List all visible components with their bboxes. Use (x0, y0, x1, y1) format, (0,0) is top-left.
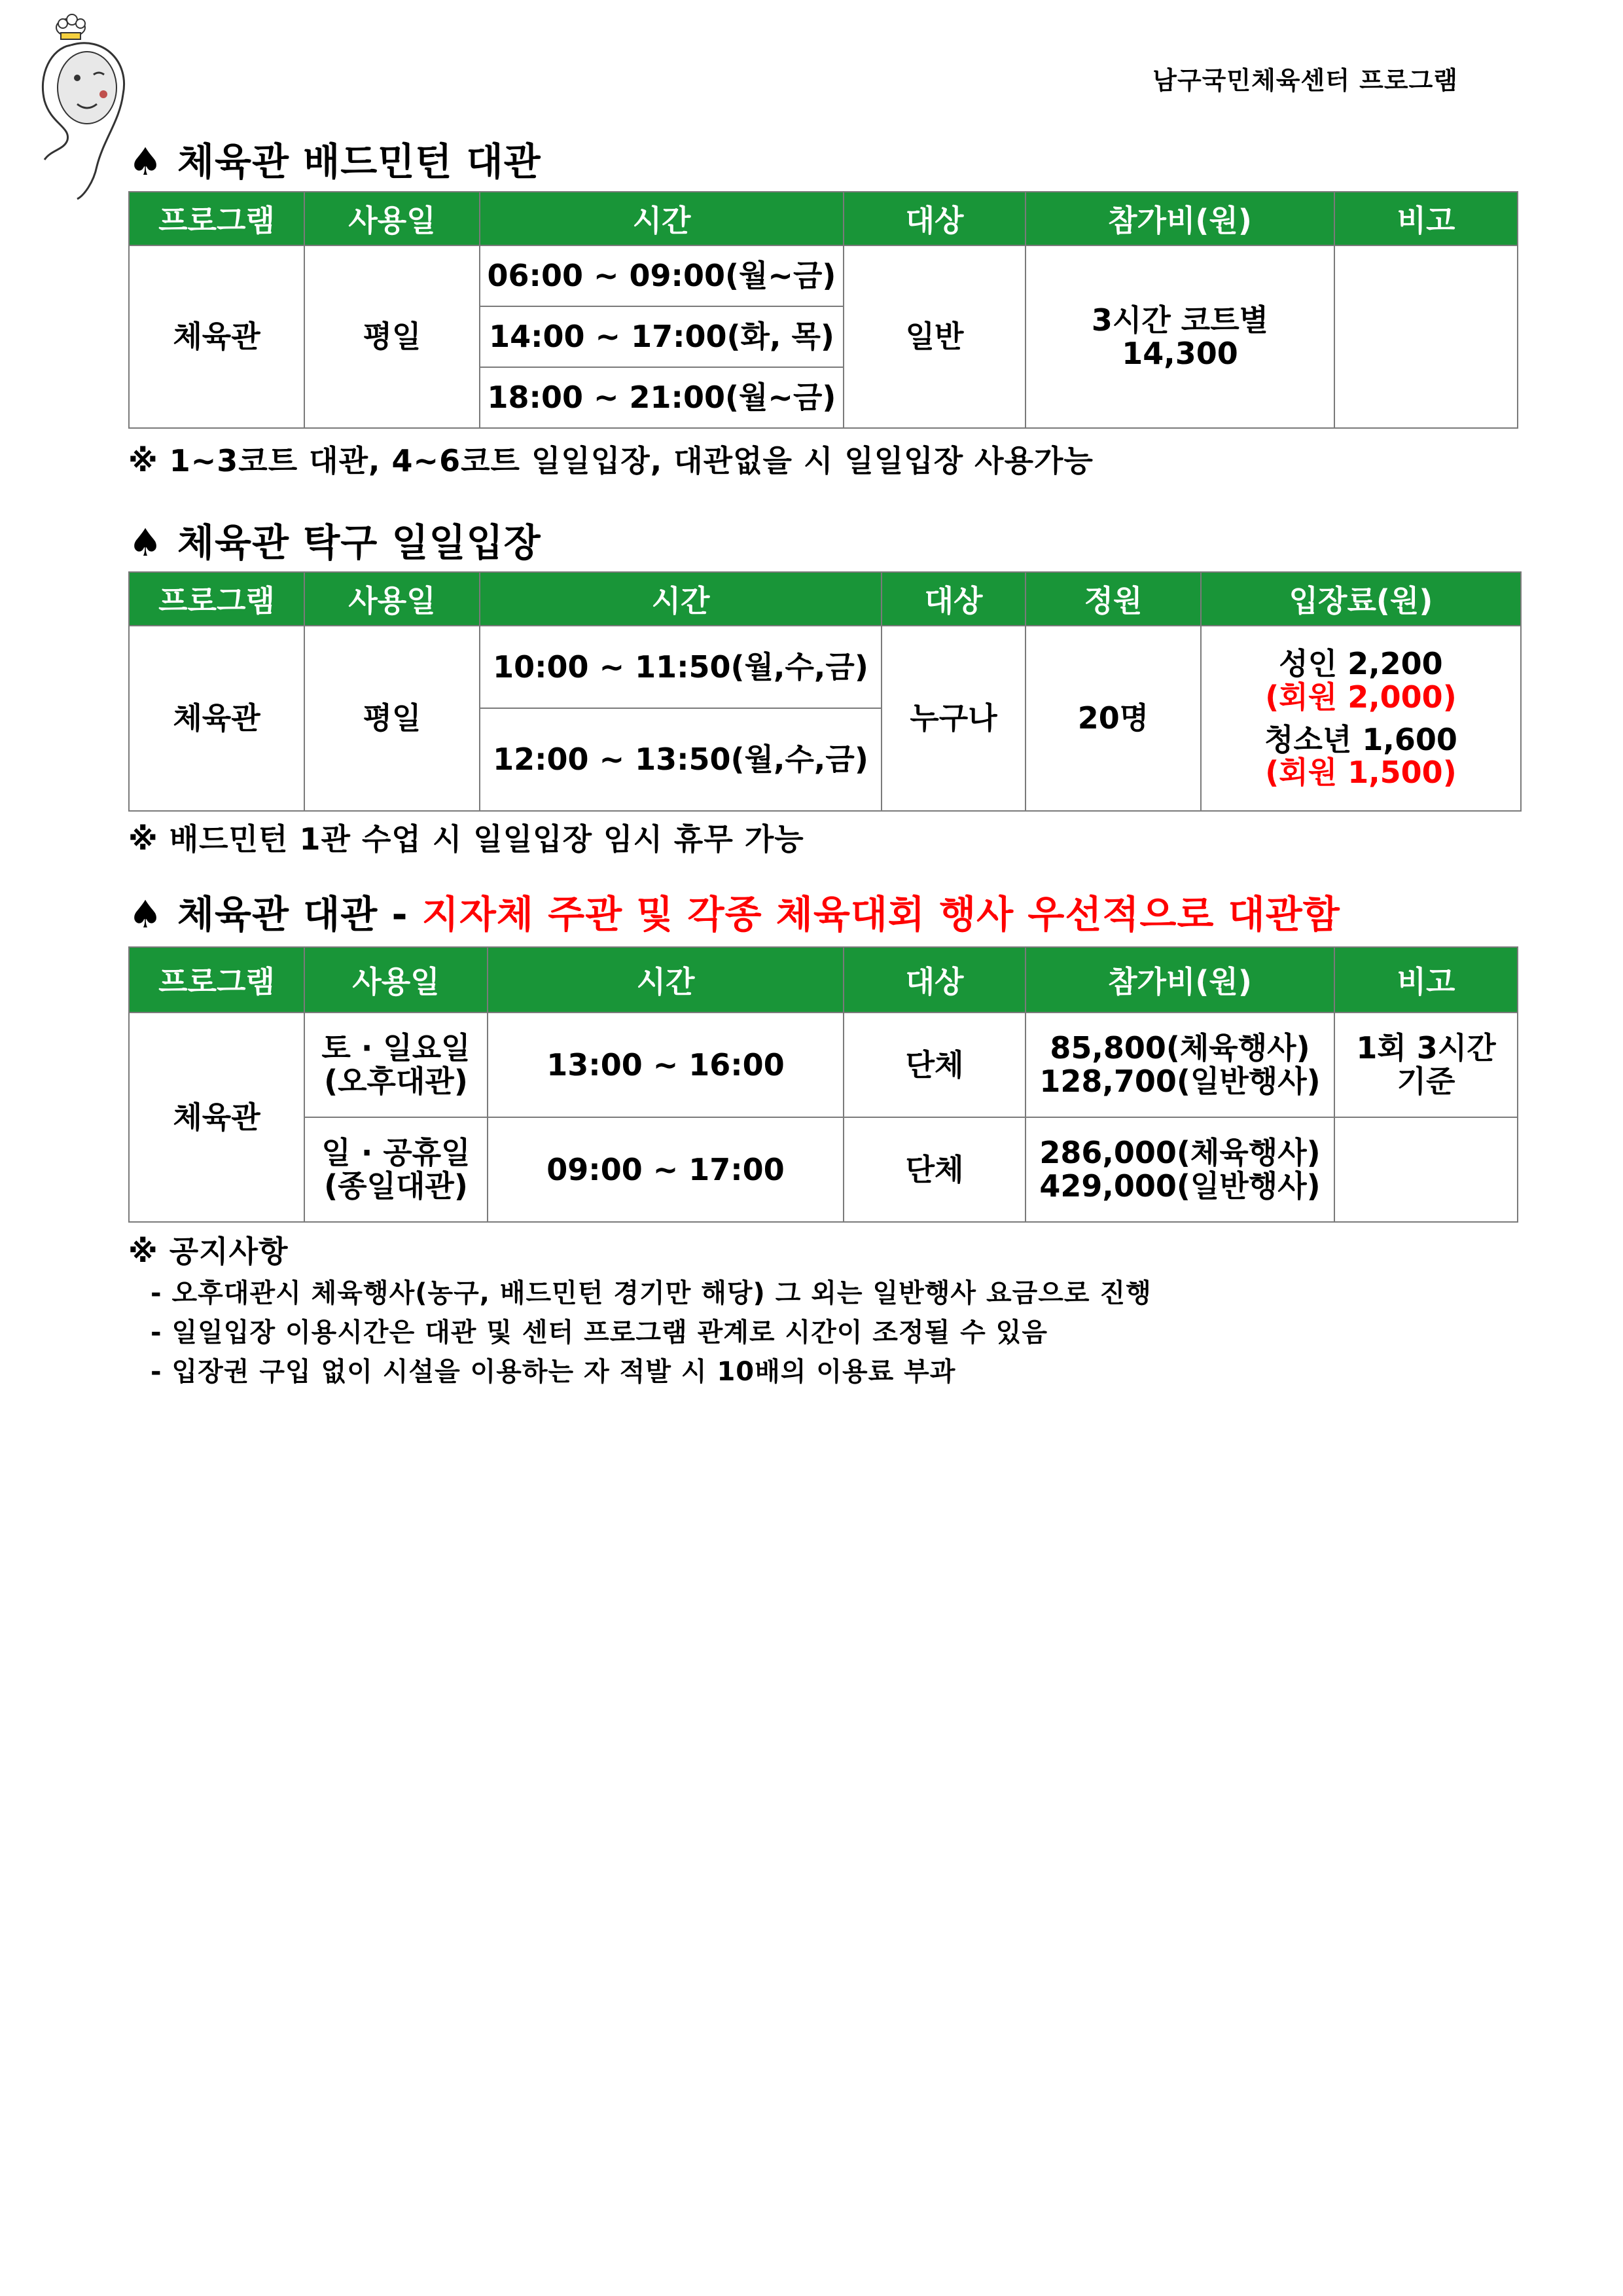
column-header: 사용일 (304, 192, 480, 245)
section-title-text: 체육관 탁구 일일입장 (177, 520, 541, 565)
column-header: 프로그램 (129, 572, 304, 626)
remark-cell (1334, 1013, 1518, 1117)
column-header: 참가비(원) (1026, 192, 1334, 245)
column-header: 시간 (480, 572, 882, 626)
day-cell (304, 1013, 488, 1117)
center-program-title: 남구국민체육센터 프로그램 (1152, 66, 1458, 95)
table-header-row (129, 572, 1521, 626)
section-title-table-tennis (128, 512, 541, 567)
badminton-rental-table (128, 191, 1518, 429)
table-row (129, 1013, 1518, 1117)
spade-icon: ♠ (128, 520, 163, 565)
admission-fee-cell (1201, 626, 1521, 811)
column-header: 비고 (1334, 192, 1518, 245)
day-cell: 평일 (304, 245, 480, 428)
fee-cell (1026, 1013, 1334, 1117)
fee-line: 286,000(체육행사) (1039, 1135, 1321, 1171)
notice-item: - 일일입장 이용시간은 대관 및 센터 프로그램 관계로 시간이 조정될 수 있음 (151, 1318, 1048, 1348)
target-cell: 단체 (844, 1013, 1026, 1117)
fee-cell (1026, 1117, 1334, 1222)
fee-line: 3시간 코트별 (1091, 302, 1269, 338)
program-cell: 체육관 (129, 245, 304, 428)
table-header-row (129, 947, 1518, 1013)
notice-item: - 입장권 구입 없이 시설을 이용하는 자 적발 시 10배의 이용료 부과 (151, 1357, 956, 1387)
table-header-row (129, 192, 1518, 245)
column-header: 사용일 (304, 947, 488, 1013)
column-header: 프로그램 (129, 947, 304, 1013)
table-row (129, 1117, 1518, 1222)
time-cell: 13:00 ~ 16:00 (488, 1013, 844, 1117)
column-header: 정원 (1026, 572, 1201, 626)
column-header: 참가비(원) (1026, 947, 1334, 1013)
youth-fee: 청소년 1,600 (1264, 721, 1457, 757)
adult-fee: 성인 2,200 (1279, 646, 1443, 682)
fee-line: 85,800(체육행사) (1050, 1030, 1310, 1066)
adult-member-fee: (회원 2,000) (1265, 679, 1457, 715)
fee-cell (1026, 245, 1334, 428)
fee-line: 128,700(일반행사) (1039, 1064, 1321, 1099)
time-cell: 18:00 ~ 21:00(월~금) (480, 367, 844, 428)
table-row (129, 626, 1521, 708)
column-header: 대상 (882, 572, 1026, 626)
day-cell: 평일 (304, 626, 480, 811)
section-title-badminton (128, 131, 541, 186)
remark-line: 기준 (1397, 1064, 1455, 1099)
remark-line: 1회 3시간 (1356, 1030, 1496, 1066)
capacity-cell: 20명 (1026, 626, 1201, 811)
day-line: (종일대관) (324, 1168, 468, 1204)
target-cell: 단체 (844, 1117, 1026, 1222)
day-line: (오후대관) (324, 1064, 468, 1099)
program-cell: 체육관 (129, 1013, 304, 1222)
column-header: 시간 (488, 947, 844, 1013)
day-line: 토 · 일요일 (321, 1030, 471, 1066)
fee-line: 14,300 (1122, 335, 1238, 371)
time-cell: 10:00 ~ 11:50(월,수,금) (480, 626, 882, 708)
time-cell: 12:00 ~ 13:50(월,수,금) (480, 708, 882, 811)
table-tennis-note: ※ 배드민턴 1관 수업 시 일일입장 임시 휴무 가능 (128, 821, 804, 857)
remark-cell (1334, 245, 1518, 428)
spade-icon: ♠ (128, 892, 163, 937)
column-header: 사용일 (304, 572, 480, 626)
table-row (129, 245, 1518, 306)
notice-item: - 오후대관시 체육행사(농구, 배드민턴 경기만 해당) 그 외는 일반행사 요금으로 진행 (151, 1278, 1152, 1308)
column-header: 시간 (480, 192, 844, 245)
time-cell: 06:00 ~ 09:00(월~금) (480, 245, 844, 306)
column-header: 대상 (844, 947, 1026, 1013)
spade-icon: ♠ (128, 139, 163, 184)
section-title-text: 체육관 배드민턴 대관 (177, 139, 541, 184)
section-title-highlight: 지자체 주관 및 각종 체육대회 행사 우선적으로 대관함 (421, 892, 1340, 937)
notice-title: ※ 공지사항 (128, 1234, 289, 1269)
badminton-note: ※ 1~3코트 대관, 4~6코트 일일입장, 대관없을 시 일일입장 사용가능 (128, 443, 1094, 478)
target-cell: 일반 (844, 245, 1026, 428)
program-cell: 체육관 (129, 626, 304, 811)
time-cell: 09:00 ~ 17:00 (488, 1117, 844, 1222)
day-cell (304, 1117, 488, 1222)
table-tennis-table (128, 571, 1522, 812)
fee-line: 429,000(일반행사) (1039, 1168, 1321, 1204)
column-header: 비고 (1334, 947, 1518, 1013)
mascot-illustration (31, 9, 130, 206)
remark-cell (1334, 1117, 1518, 1222)
time-cell: 14:00 ~ 17:00(화, 목) (480, 306, 844, 367)
section-title-text: 체육관 대관 - (177, 892, 422, 937)
column-header: 프로그램 (129, 192, 304, 245)
gym-rental-table (128, 946, 1518, 1223)
section-title-gym-rental (128, 884, 1340, 939)
column-header: 대상 (844, 192, 1026, 245)
day-line: 일 · 공휴일 (321, 1135, 471, 1171)
target-cell: 누구나 (882, 626, 1026, 811)
column-header: 입장료(원) (1201, 572, 1521, 626)
youth-member-fee: (회원 1,500) (1265, 755, 1457, 791)
